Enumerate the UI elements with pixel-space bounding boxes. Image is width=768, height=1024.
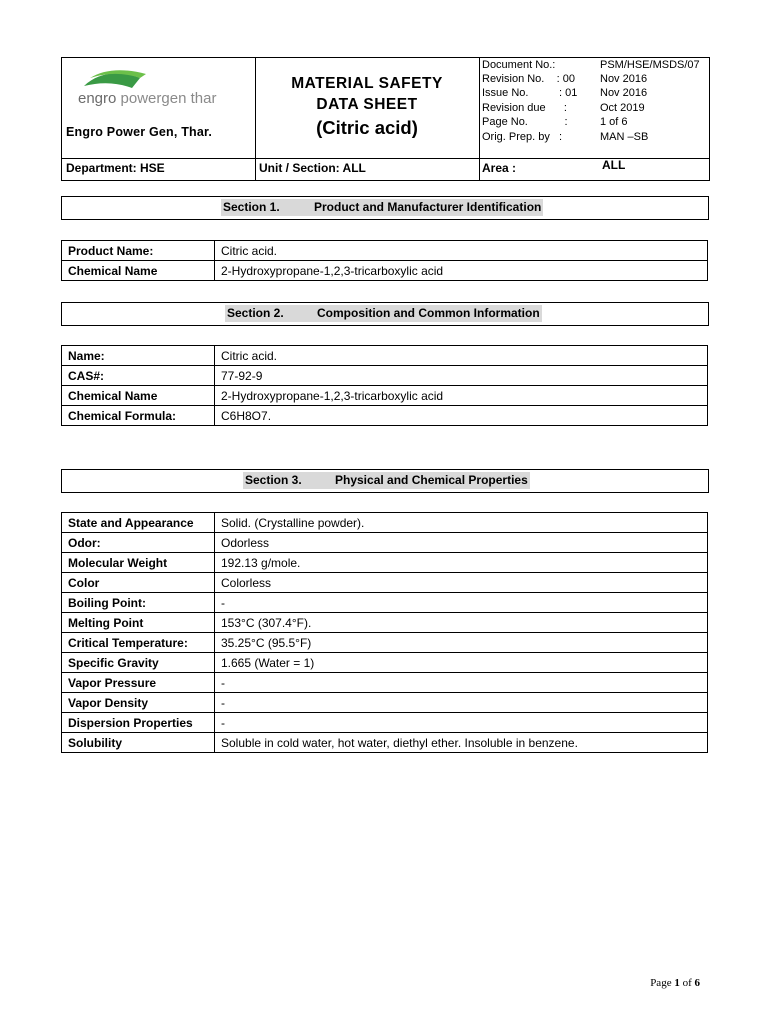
table-value: 1.665 (Water = 1) bbox=[215, 653, 708, 673]
section-title: Physical and Chemical Properties bbox=[335, 473, 528, 487]
table-row bbox=[62, 633, 708, 653]
company-name: Engro Power Gen, Thar. bbox=[66, 125, 213, 139]
table-value: C6H8O7. bbox=[215, 406, 708, 426]
table-key: Name: bbox=[62, 346, 215, 366]
table-value: 2-Hydroxypropane-1,2,3-tricarboxylic acid bbox=[215, 386, 708, 406]
table-value: Solid. (Crystalline powder). bbox=[215, 513, 708, 533]
doc-info-label: Revision No. : 00 bbox=[482, 73, 575, 85]
table-key: Specific Gravity bbox=[62, 653, 215, 673]
doc-info-label: Document No.: bbox=[482, 59, 556, 71]
page-footer bbox=[650, 977, 700, 989]
table-value: Colorless bbox=[215, 573, 708, 593]
doc-info-label: Revision due : bbox=[482, 102, 567, 114]
composition-table bbox=[61, 345, 708, 426]
table-value: - bbox=[215, 673, 708, 693]
table-key: Boiling Point: bbox=[62, 593, 215, 613]
table-row bbox=[62, 593, 708, 613]
title-cell bbox=[255, 58, 480, 158]
document-header bbox=[61, 57, 710, 181]
table-row bbox=[62, 513, 708, 533]
product-identification-table bbox=[61, 240, 708, 281]
header-meta-row bbox=[62, 158, 709, 180]
section-heading-shade bbox=[243, 472, 530, 489]
table-row bbox=[62, 713, 708, 733]
table-key: Vapor Pressure bbox=[62, 673, 215, 693]
area-value: ALL bbox=[602, 158, 626, 172]
table-row bbox=[62, 261, 708, 281]
section-heading-shade bbox=[221, 199, 543, 216]
footer-mid: of bbox=[679, 977, 695, 989]
table-key: Chemical Name bbox=[62, 261, 215, 281]
table-value: - bbox=[215, 693, 708, 713]
document-info-cell bbox=[479, 58, 709, 158]
title-line-1: MATERIAL SAFETY bbox=[291, 75, 443, 92]
table-row bbox=[62, 346, 708, 366]
logo-word-engro: engro bbox=[78, 90, 117, 107]
section-2-heading bbox=[61, 302, 709, 326]
physical-properties-table bbox=[61, 512, 708, 753]
table-row bbox=[62, 386, 708, 406]
doc-info-value: Nov 2016 bbox=[600, 87, 648, 99]
doc-info-value: MAN –SB bbox=[600, 131, 649, 143]
table-key: Vapor Density bbox=[62, 693, 215, 713]
table-value: 35.25°C (95.5°F) bbox=[215, 633, 708, 653]
table-key: Chemical Formula: bbox=[62, 406, 215, 426]
table-value: Odorless bbox=[215, 533, 708, 553]
table-key: State and Appearance bbox=[62, 513, 215, 533]
section-title: Product and Manufacturer Identification bbox=[314, 200, 542, 214]
doc-info-label: Orig. Prep. by : bbox=[482, 131, 563, 143]
department-field: Department: HSE bbox=[62, 159, 256, 180]
table-value: 2-Hydroxypropane-1,2,3-tricarboxylic acid bbox=[215, 261, 708, 281]
table-value: Citric acid. bbox=[215, 241, 708, 261]
table-value: Citric acid. bbox=[215, 346, 708, 366]
footer-page-total: 6 bbox=[694, 977, 700, 989]
table-key: CAS#: bbox=[62, 366, 215, 386]
section-title: Composition and Common Information bbox=[317, 306, 540, 320]
table-row bbox=[62, 733, 708, 753]
logo-word-powergen: powergen thar bbox=[116, 90, 217, 107]
table-key: Color bbox=[62, 573, 215, 593]
doc-info-value: Oct 2019 bbox=[600, 102, 645, 114]
table-row bbox=[62, 366, 708, 386]
section-number: Section 2. bbox=[227, 306, 284, 320]
section-heading-shade bbox=[225, 305, 542, 322]
table-key: Chemical Name bbox=[62, 386, 215, 406]
table-value: 192.13 g/mole. bbox=[215, 553, 708, 573]
table-row bbox=[62, 241, 708, 261]
footer-page-number: 1 bbox=[674, 977, 680, 989]
doc-info-value: Nov 2016 bbox=[600, 73, 648, 85]
table-key: Critical Temperature: bbox=[62, 633, 215, 653]
table-key: Solubility bbox=[62, 733, 215, 753]
table-key: Odor: bbox=[62, 533, 215, 553]
table-key: Molecular Weight bbox=[62, 553, 215, 573]
unit-section-field: Unit / Section: ALL bbox=[255, 159, 480, 180]
table-key: Product Name: bbox=[62, 241, 215, 261]
table-value: 153°C (307.4°F). bbox=[215, 613, 708, 633]
table-row bbox=[62, 613, 708, 633]
table-row bbox=[62, 573, 708, 593]
table-value: Soluble in cold water, hot water, diethyl ether. Insoluble in benzene. bbox=[215, 733, 708, 753]
footer-prefix: Page bbox=[650, 977, 675, 989]
area-label: Area : bbox=[482, 161, 517, 175]
section-3-heading bbox=[61, 469, 709, 493]
title-line-3: (Citric acid) bbox=[316, 117, 418, 138]
doc-info-label: Issue No. : 01 bbox=[482, 87, 578, 99]
table-key: Melting Point bbox=[62, 613, 215, 633]
logo-cell bbox=[62, 58, 256, 158]
doc-info-value: PSM/HSE/MSDS/07 bbox=[600, 59, 700, 71]
logo-wordmark bbox=[78, 90, 216, 107]
table-key: Dispersion Properties bbox=[62, 713, 215, 733]
table-row bbox=[62, 673, 708, 693]
title-line-2: DATA SHEET bbox=[316, 96, 418, 113]
table-row bbox=[62, 533, 708, 553]
table-value: - bbox=[215, 713, 708, 733]
table-row bbox=[62, 553, 708, 573]
section-number: Section 1. bbox=[223, 200, 280, 214]
doc-info-value: 1 of 6 bbox=[600, 116, 628, 128]
table-row bbox=[62, 406, 708, 426]
table-row bbox=[62, 693, 708, 713]
section-1-heading bbox=[61, 196, 709, 220]
doc-info-label: Page No. : bbox=[482, 116, 568, 128]
table-row bbox=[62, 653, 708, 673]
table-value: - bbox=[215, 593, 708, 613]
table-value: 77-92-9 bbox=[215, 366, 708, 386]
section-number: Section 3. bbox=[245, 473, 302, 487]
